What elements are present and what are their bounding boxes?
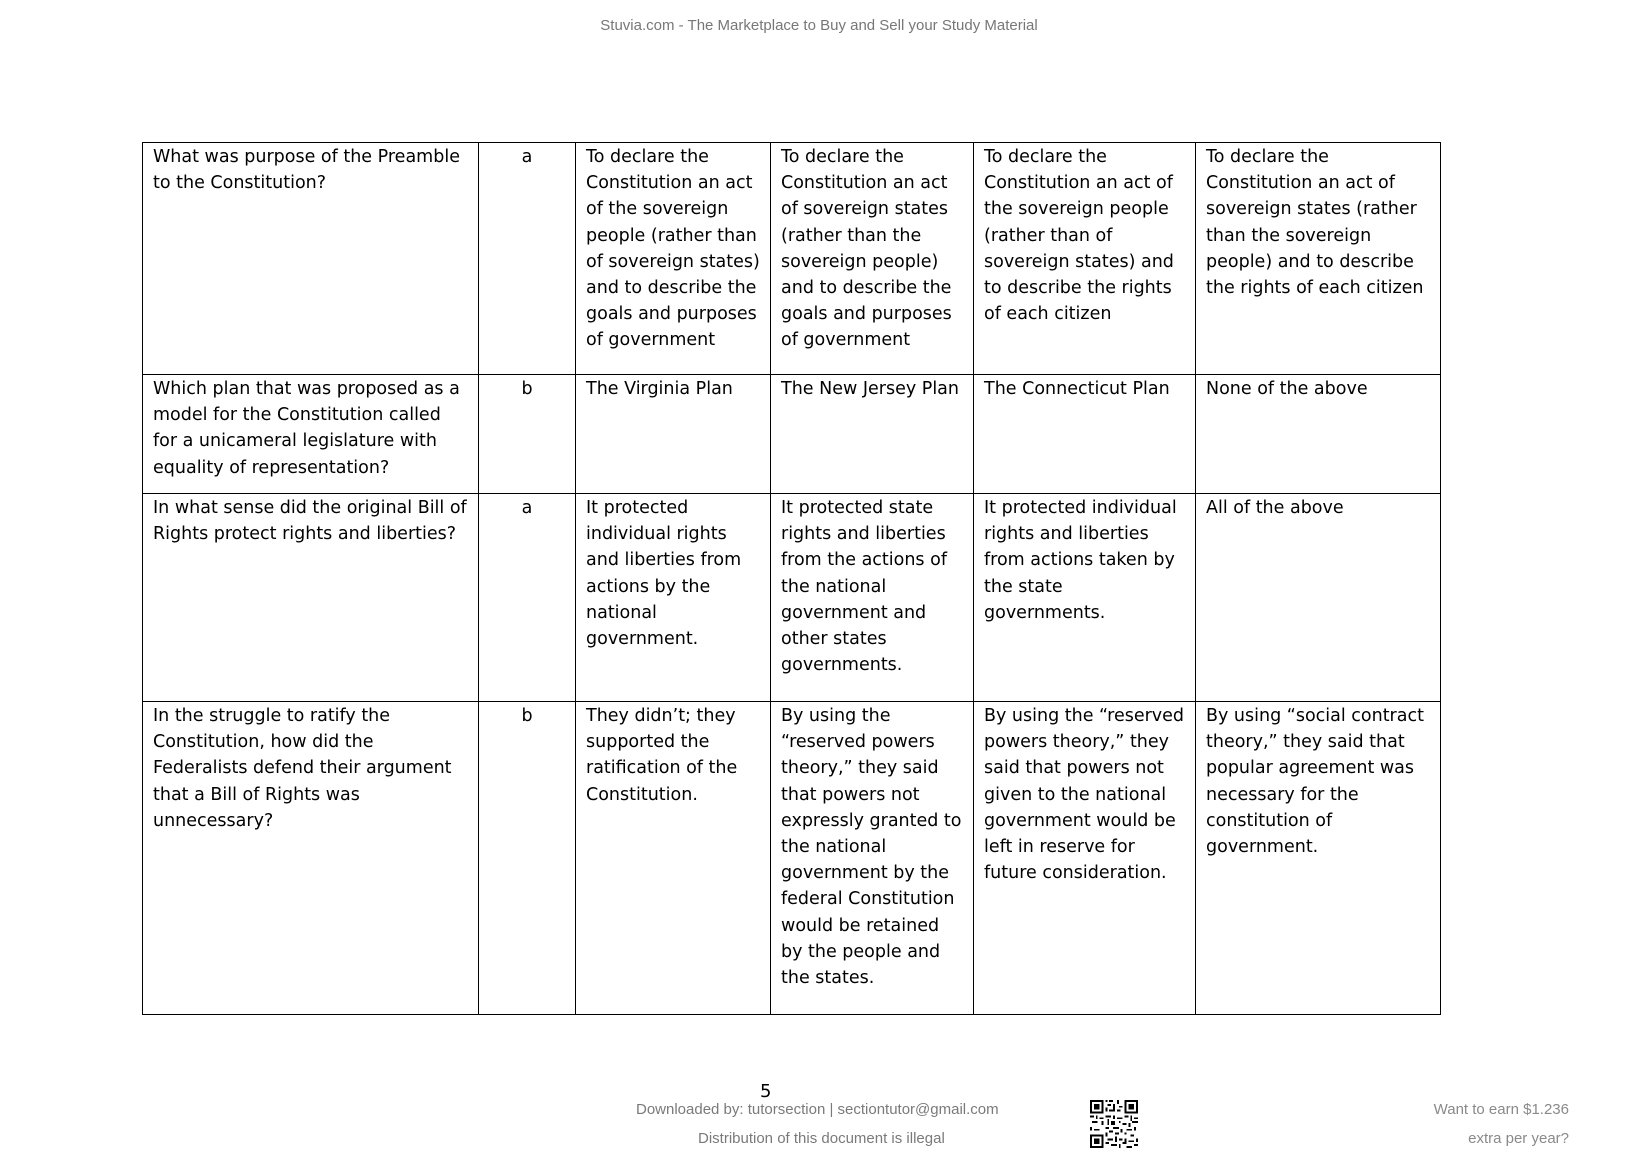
question-cell: What was purpose of the Preamble to the Constitution? (143, 143, 479, 375)
quiz-table (142, 142, 1441, 1015)
option-c-cell: To declare the Constitution an act of the sovereign people (rather than of sovereign states) and to describe the rights of each citizen (974, 143, 1196, 375)
option-d-cell: None of the above (1196, 375, 1441, 494)
answer-cell: a (479, 143, 576, 375)
option-b-cell: It protected state rights and liberties from the actions of the national government and other states governments. (771, 494, 974, 702)
table-row (143, 702, 1441, 1015)
qr-code-icon[interactable] (1090, 1100, 1138, 1148)
option-a-cell: They didn’t; they supported the ratification of the Constitution. (576, 702, 771, 1015)
answer-cell: a (479, 494, 576, 702)
page-number: 5 (760, 1081, 772, 1102)
option-a-cell: The Virginia Plan (576, 375, 771, 494)
option-d-cell: To declare the Constitution an act of sovereign states (rather than the sovereign people) and to describe the rights of each citizen (1196, 143, 1441, 375)
option-a-cell: To declare the Constitution an act of the sovereign people (rather than of sovereign states) and to describe the goals and purposes of government (576, 143, 771, 375)
earn-promo-line1[interactable]: Want to earn $1.236 (1433, 1101, 1569, 1118)
question-cell: In what sense did the original Bill of Rights protect rights and liberties? (143, 494, 479, 702)
option-b-cell: By using the “reserved powers theory,” they said that powers not expressly granted to the national government by the federal Constitution would be retained by the people and the states. (771, 702, 974, 1015)
question-cell: Which plan that was proposed as a model for the Constitution called for a unicameral legislature with equality of representation? (143, 375, 479, 494)
option-c-cell: It protected individual rights and liberties from actions taken by the state governments. (974, 494, 1196, 702)
earn-promo-line2[interactable]: extra per year? (1468, 1130, 1569, 1147)
distribution-notice: Distribution of this document is illegal (698, 1130, 945, 1147)
option-b-cell: To declare the Constitution an act of sovereign states (rather than the sovereign people) and to describe the goals and purposes of government (771, 143, 974, 375)
answer-cell: b (479, 375, 576, 494)
answer-cell: b (479, 702, 576, 1015)
option-c-cell: The Connecticut Plan (974, 375, 1196, 494)
option-d-cell: All of the above (1196, 494, 1441, 702)
option-c-cell: By using the “reserved powers theory,” they said that powers not given to the national government would be left in reserve for future consideration. (974, 702, 1196, 1015)
option-b-cell: The New Jersey Plan (771, 375, 974, 494)
table-row (143, 494, 1441, 702)
option-d-cell: By using “social contract theory,” they said that popular agreement was necessary for the constitution of government. (1196, 702, 1441, 1015)
stuvia-banner: Stuvia.com - The Marketplace to Buy and Sell your Study Material (600, 17, 1038, 34)
question-cell: In the struggle to ratify the Constitution, how did the Federalists defend their argument that a Bill of Rights was unnecessary? (143, 702, 479, 1015)
table-row (143, 375, 1441, 494)
table-row (143, 143, 1441, 375)
downloaded-by-text: Downloaded by: tutorsection | sectiontutor@gmail.com (636, 1101, 999, 1118)
option-a-cell: It protected individual rights and liberties from actions by the national government. (576, 494, 771, 702)
